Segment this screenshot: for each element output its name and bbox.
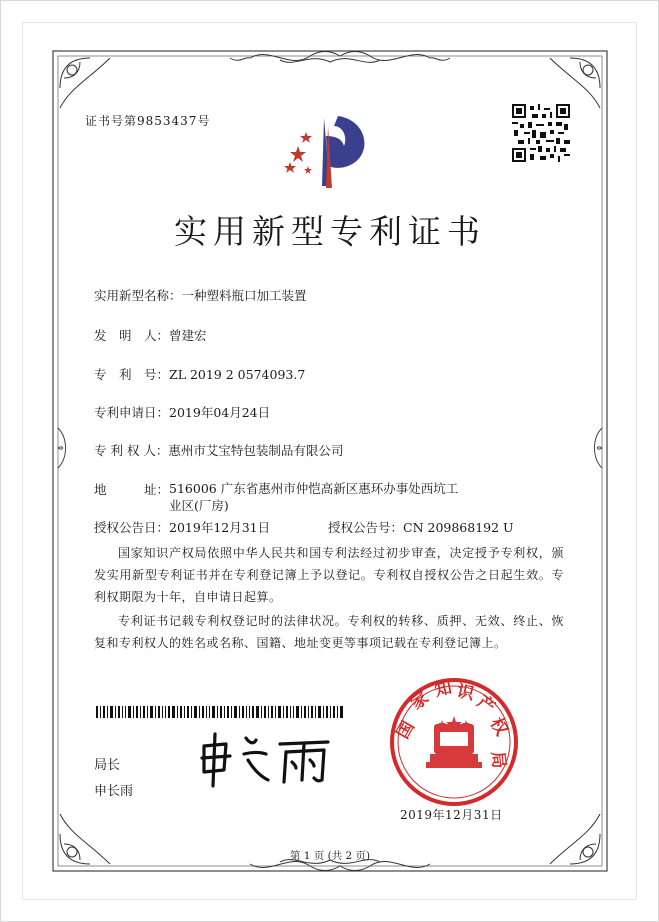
svg-text:局: 局 xyxy=(487,750,509,770)
svg-text:家: 家 xyxy=(407,687,433,715)
address-row xyxy=(94,480,469,514)
utility-model-name-row xyxy=(94,286,307,304)
field-label: 专 利 权 人： xyxy=(94,443,169,458)
director-signature xyxy=(198,730,338,790)
svg-text:识: 识 xyxy=(454,681,476,705)
svg-text:国: 国 xyxy=(393,717,419,743)
field-label: 授权公告号： xyxy=(328,520,404,535)
field-label: 授权公告日： xyxy=(94,520,170,535)
grant-date: 2019年12月31日 xyxy=(169,520,271,535)
grant-number: CN 209868192 U xyxy=(403,520,514,535)
director-title: 局长 xyxy=(94,758,121,773)
filing-date-row xyxy=(94,403,270,421)
director-name: 申长雨 xyxy=(94,784,134,799)
legal-paragraph-1: 国家知识产权局依照中华人民共和国专利法经过初步审查，决定授予专利权，颁发实用新型专利证书并在专利登记簿上予以登记。专利权自授权公告之日起生效。专利权期限为十年，自申请日起算。 xyxy=(94,546,564,604)
inventor-row xyxy=(94,326,207,344)
certificate xyxy=(50,48,610,874)
field-label: 实用新型名称： xyxy=(94,288,182,303)
seal-date: 2019年12月31日 xyxy=(400,808,503,822)
certificate-number: 证书号第9853437号 xyxy=(85,114,211,128)
svg-text:权: 权 xyxy=(485,714,512,740)
patent-number-row xyxy=(94,365,305,383)
grant-date-row xyxy=(94,518,270,536)
field-label: 发 明 人： xyxy=(94,328,170,343)
field-label: 专 利 号： xyxy=(94,367,170,382)
barcode-icon xyxy=(96,706,346,718)
patent-number: ZL 2019 2 0574093.7 xyxy=(169,367,306,382)
cnipa-emblem-icon xyxy=(278,106,378,196)
field-label: 专利申请日： xyxy=(94,405,170,420)
page-number: 第 1 页 (共 2 页) xyxy=(289,850,371,862)
official-seal-icon xyxy=(388,676,520,808)
inventor-name: 曾建宏 xyxy=(169,328,207,343)
utility-model-name: 一种塑料瓶口加工装置 xyxy=(181,288,307,303)
legal-paragraph-2: 专利证书记载专利权登记时的法律状况。专利权的转移、质押、无效、终止、恢复和专利权人的姓名或名称、国籍、地址变更等事项记载在专利登记簿上。 xyxy=(94,614,564,650)
svg-text:产: 产 xyxy=(473,691,499,719)
filing-date: 2019年04月24日 xyxy=(169,405,271,420)
certificate-title: 实用新型专利证书 xyxy=(174,212,486,251)
qr-code-icon xyxy=(512,104,570,162)
grant-number-row xyxy=(328,518,514,536)
patentee-row xyxy=(94,441,343,459)
svg-text:知: 知 xyxy=(432,677,454,701)
address: 516006 广东省惠州市仲恺高新区惠环办事处西坑工业区(厂房) xyxy=(169,481,459,513)
field-label: 地 址： xyxy=(94,482,170,497)
patentee-name: 惠州市艾宝特包装制品有限公司 xyxy=(168,443,344,458)
